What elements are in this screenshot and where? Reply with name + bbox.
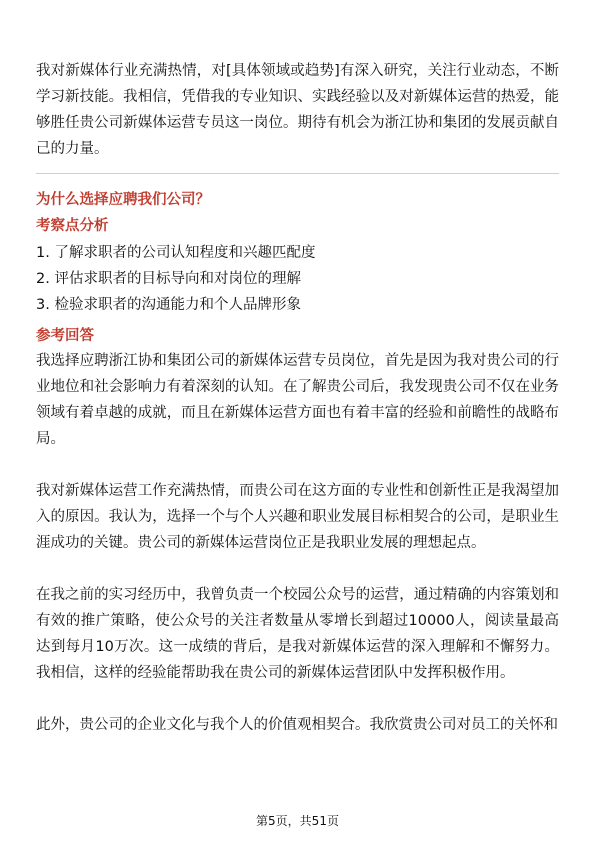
analysis-point: 1. 了解求职者的公司认知程度和兴趣匹配度 — [36, 245, 316, 261]
paragraph-gap — [36, 452, 559, 478]
intro-paragraph: 我对新媒体行业充满热情，对[具体领域或趋势]有深入研究，关注行业动态，不断学习新技能。我相信，凭借我的专业知识、实践经验以及对新媒体运营的热爱，能够胜任贵公司新媒体运营专员这一岗位。期待有机会为浙江协和集团的发展贡献自己的力量。 — [36, 63, 559, 157]
question-title: 为什么选择应聘我们公司？ — [36, 192, 210, 208]
answer-paragraph: 我选择应聘浙江协和集团公司的新媒体运营专员岗位，首先是因为我对贵公司的行业地位和社会影响力有着深刻的认知。在了解贵公司后，我发现贵公司不仅在业务领域有着卓越的成就，而且在新媒体运营方面也有着丰富的经验和前瞻性的战略布局。 — [36, 353, 559, 447]
document-page — [36, 58, 559, 738]
analysis-points — [36, 240, 559, 318]
section-divider — [36, 173, 559, 174]
answer-paragraph: 在我之前的实习经历中，我曾负责一个校园公众号的运营，通过精确的内容策划和有效的推广策略，使公众号的关注者数量从零增长到超过10000人，阅读量最高达到每月10万次。这一成绩的背后，是我对新媒体运营的深入理解和不懈努力。我相信，这样的经验能帮助我在贵公司的新媒体运营团队中发挥积极作用。 — [36, 587, 559, 681]
analysis-label: 考察点分析 — [36, 218, 109, 234]
analysis-point: 2. 评估求职者的目标导向和对岗位的理解 — [36, 271, 301, 287]
answer-label: 参考回答 — [36, 328, 94, 344]
page-footer: 第5页，共51页 — [256, 814, 339, 828]
analysis-point: 3. 检验求职者的沟通能力和个人品牌形象 — [36, 297, 301, 313]
paragraph-gap — [36, 686, 559, 712]
answer-paragraph: 此外，贵公司的企业文化与我个人的价值观相契合。我欣赏贵公司对员工的关怀和 — [36, 717, 558, 733]
question-section — [36, 188, 559, 738]
paragraph-gap — [36, 556, 559, 582]
answer-paragraph: 我对新媒体运营工作充满热情，而贵公司在这方面的专业性和创新性正是我渴望加入的原因。我认为，选择一个与个人兴趣和职业发展目标相契合的公司，是职业生涯成功的关键。贵公司的新媒体运营岗位正是我职业发展的理想起点。 — [36, 483, 559, 551]
